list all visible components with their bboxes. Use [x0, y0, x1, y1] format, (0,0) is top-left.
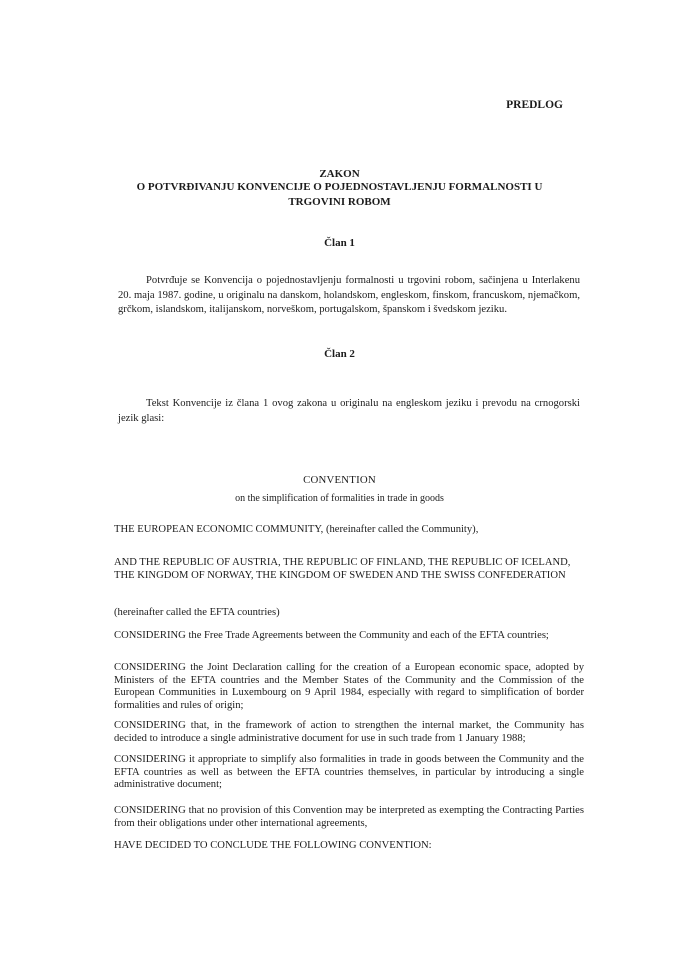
- convention-paragraph: THE EUROPEAN ECONOMIC COMMUNITY, (hereinafter called the Community),: [114, 524, 479, 535]
- convention-subtitle: on the simplification of formalities in trade in goods: [235, 493, 444, 504]
- law-title-line-1: ZAKON: [319, 168, 360, 180]
- convention-paragraph: CONSIDERING it appropriate to simplify also formalities in trade in goods between the Community and the EFTA countries as well as between the EFTA countries themselves, in particular by introducing a single administrative document;: [114, 754, 584, 790]
- convention-title: CONVENTION: [303, 474, 376, 486]
- convention-paragraph: (hereinafter called the EFTA countries): [114, 607, 280, 618]
- law-title-line-3: TRGOVINI ROBOM: [288, 196, 391, 208]
- article-1-text: Potvrđuje se Konvencija o pojednostavljenju formalnosti u trgovini robom, sačinjena u Interlakenu 20. maja 1987. godine, u originalu na danskom, holandskom, engleskom, finskom, francuskom, njemačkom, grčkom, islandskom, italijanskom, norveškom, portugalskom, španskom i švedskom jeziku.: [118, 275, 580, 315]
- convention-paragraph: AND THE REPUBLIC OF AUSTRIA, THE REPUBLIC OF FINLAND, THE REPUBLIC OF ICELAND, THE KINGDOM OF NORWAY, THE KINGDOM OF SWEDEN AND THE SWISS CONFEDERATION: [114, 557, 571, 581]
- draft-label: PREDLOG: [506, 99, 563, 111]
- convention-paragraph: CONSIDERING the Joint Declaration calling for the creation of a European economic space, adopted by Ministers of the EFTA countries and the Member States of the Community and the Commission of the European Communities in Luxembourg on 9 April 1984, especially with regard to simplification of border formalities and rules of origin;: [114, 662, 584, 711]
- article-2-text: Tekst Konvencije iz člana 1 ovog zakona u originalu na engleskom jeziku i prevodu na crnogorski jezik glasi:: [118, 398, 580, 424]
- convention-paragraph: CONSIDERING that, in the framework of action to strengthen the internal market, the Community has decided to introduce a single administrative document for use in such trade from 1 January 1988;: [114, 720, 584, 744]
- convention-paragraph: CONSIDERING that no provision of this Convention may be interpreted as exempting the Contracting Parties from their obligations under other international agreements,: [114, 805, 584, 829]
- law-title-line-2: O POTVRĐIVANJU KONVENCIJE O POJEDNOSTAVLJENJU FORMALNOSTI U: [136, 181, 543, 193]
- convention-paragraph: CONSIDERING the Free Trade Agreements between the Community and each of the EFTA countries;: [114, 630, 549, 641]
- article-2-heading: Član 2: [324, 348, 355, 360]
- convention-paragraph: HAVE DECIDED TO CONCLUDE THE FOLLOWING CONVENTION:: [114, 840, 432, 851]
- article-1-heading: Član 1: [324, 237, 355, 249]
